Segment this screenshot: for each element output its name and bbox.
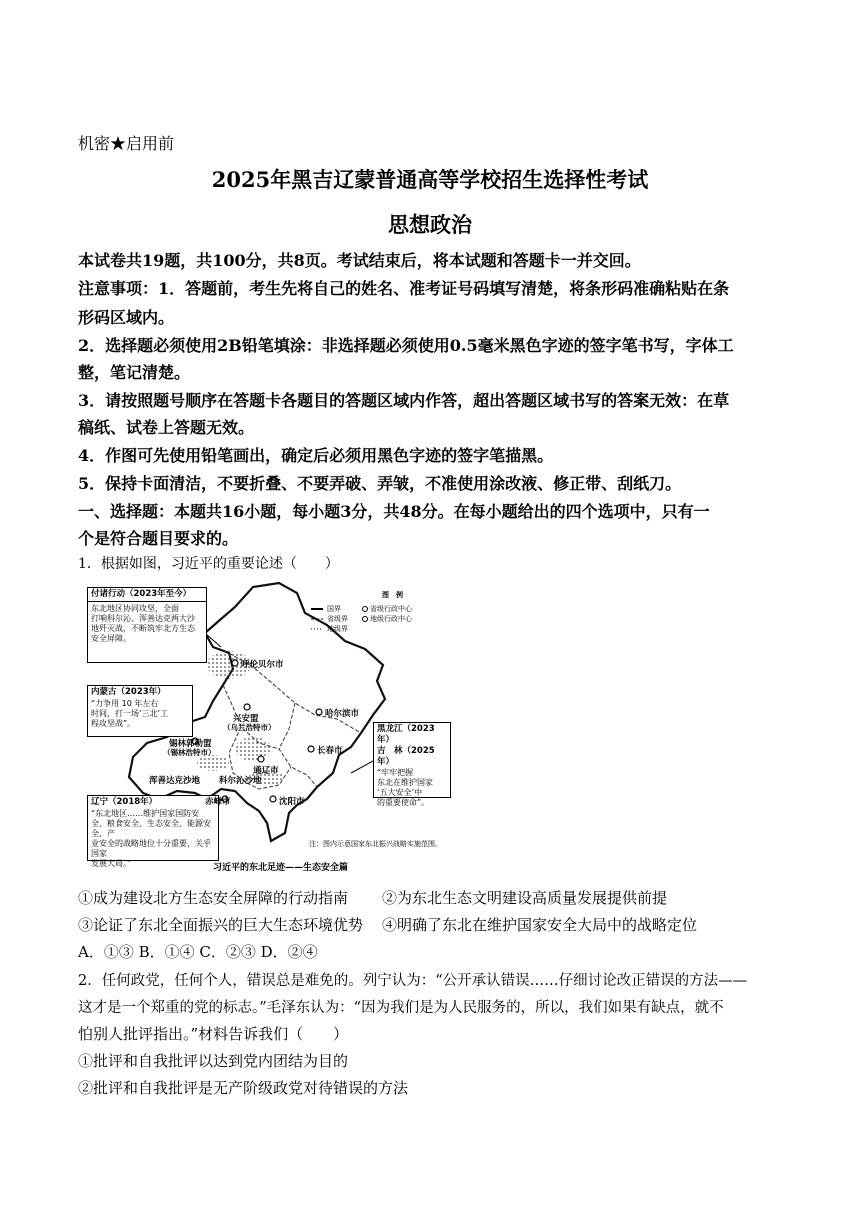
city-marker (244, 704, 250, 710)
legend-province-center (363, 607, 368, 612)
q1-option-3: ③论证了东北全面振兴的巨大生态环境优势 (78, 916, 364, 934)
legend-label: 国界 (327, 605, 341, 613)
city-label: 赤峰市 (205, 797, 231, 807)
callout-line: 发展大局。” (91, 859, 132, 868)
notice-2a: 2．选择题必须使用2B铅笔填涂：非选择题必须使用0.5毫米黑色字迹的签字笔书写，字体工 (78, 336, 734, 355)
legend-label: 省级界 (327, 615, 348, 623)
callout-line: 程攻坚战”。 (91, 719, 136, 728)
connector-line (351, 761, 373, 773)
callout-title: 黑龙江（2023年） (377, 724, 435, 745)
sand-label: 浑善达克沙地 (149, 776, 201, 786)
intro-line: 本试卷共19题，共100分，共8页。考试结束后，将本试题和答题卡一并交回。 (78, 251, 641, 270)
callout-liaoning (87, 795, 219, 868)
callout-line: 业安全的战略地位十分重要，关乎国家 (91, 839, 211, 858)
legend-label: 地级界 (327, 625, 348, 633)
city-label: 长春市 (317, 746, 343, 756)
city-marker (270, 796, 276, 802)
city-label: 呼伦贝尔市 (241, 660, 284, 670)
question-1-stem: 1．根据如图，习近平的重要论述（ ） (78, 556, 339, 572)
section-heading-1: 一、选择题：本题共16小题，每小题3分，共48分。在每小题给出的四个选项中，只有一 (78, 502, 710, 521)
callout-action (87, 587, 207, 663)
callout-title: 内蒙古（2023年） (91, 687, 166, 697)
q1-option-1: ①成为建设北方生态安全屏障的行动指南 (78, 889, 349, 907)
city-label: （锡林浩特市） (163, 748, 216, 757)
q1-option-4: ④明确了东北在维护国家安全大局中的战略定位 (382, 916, 698, 934)
q1-option-2: ②为东北生态文明建设高质量发展提供前提 (382, 889, 668, 907)
sand-area (235, 737, 271, 761)
callout-line: “牢牢把握 (377, 768, 414, 777)
callout-heilongjiang-jilin (373, 722, 451, 807)
city-label: 哈尔滨市 (325, 709, 360, 719)
callout-title: 辽宁（2018年） (91, 797, 158, 807)
legend-label: 地级行政中心 (370, 615, 412, 623)
city-label: 兴安盟 (233, 714, 259, 724)
callout-title-2: 吉 林（2025年） (377, 746, 435, 767)
q2-stem-2: 这才是一个郑重的党的标志。”毛泽东认为：“因为我们是为人民服务的，所以，我们如果有缺点，就不 (78, 1000, 724, 1016)
notice-5: 5．保持卡面清洁，不要折叠、不要弄破、弄皱，不准使用涂改液、修正带、刮纸刀。 (78, 474, 682, 493)
q2-option-2: ②批评和自我批评是无产阶级政党对待错误的方法 (78, 1079, 409, 1097)
callout-title: 付诸行动（2023年至今） (88, 588, 206, 602)
callout-line: 东北地区协同攻坚，全面 (91, 604, 179, 613)
callout-line: 的重要使命”。 (377, 798, 430, 807)
legend-label: 省级行政中心 (370, 605, 412, 613)
callout-line: 时间，打一场‘三北’工 (91, 709, 169, 718)
subject-title: 思想政治 (388, 212, 472, 237)
notice-3a: 3．请按照题号顺序在答题卡各题目的答题区域内作答，超出答题区域书写的答案无效：在草 (78, 391, 730, 410)
callout-line: “力争用 10 年左右 (91, 699, 159, 708)
callout-line: 安全屏障。 (91, 634, 131, 643)
confidential-label: 机密★启用前 (78, 134, 175, 153)
map-figure (83, 577, 458, 875)
callout-line: 东北在维护国家 (377, 778, 433, 787)
map-caption: 习近平的东北足迹——生态安全篇 (213, 863, 349, 873)
city-label: （乌兰浩特市） (223, 723, 276, 732)
section-heading-2: 个是符合题目要求的。 (78, 529, 239, 548)
city-label: 通辽市 (253, 766, 279, 776)
notice-1a: 注意事项：1．答题前，考生先将自己的姓名、准考证号码填写清楚，将条形码准确粘贴在条 (78, 279, 730, 298)
sand-label: 科尔沁沙地 (219, 776, 262, 786)
city-marker (308, 746, 314, 752)
q2-option-1: ①批评和自我批评以达到党内团结为目的 (78, 1052, 349, 1070)
callout-line: ‘五大安全’中 (377, 788, 423, 797)
legend-prefecture-center (363, 617, 368, 622)
q2-stem-3: 怕别人批评指出。”材料告诉我们（ ） (78, 1025, 349, 1043)
city-label: 锡林郭勒盟 (169, 739, 212, 749)
notice-1b: 形码区域内。 (78, 308, 175, 327)
callout-line: 打响科尔沁、浑善达克两大沙 (91, 614, 195, 623)
q2-stem-1: 2．任何政党，任何个人，错误总是难免的。列宁认为：“公开承认错误……仔细讨论改正错误的方法—— (78, 973, 748, 989)
notice-2b: 整，笔记清楚。 (78, 363, 191, 382)
q1-choices: A．①③ B．①④ C．②③ D．②④ (78, 943, 318, 961)
map-note: 注：图内示意国家东北振兴战略实施范围。 (309, 840, 442, 848)
notice-3b: 稿纸、试卷上答题无效。 (78, 418, 255, 437)
callout-line: 全、粮食安全、生态安全、能源安全、产 (91, 819, 211, 838)
callout-line: “东北地区……维护国家国防安 (91, 809, 200, 818)
city-marker (232, 660, 238, 666)
city-marker (258, 756, 264, 762)
legend-title: 图 例 (382, 591, 403, 599)
city-label: 沈阳市 (279, 797, 305, 807)
callout-neimenggu (87, 685, 193, 737)
exam-title: 2025年黑吉辽蒙普通高等学校招生选择性考试 (211, 167, 649, 192)
city-marker (316, 709, 322, 715)
notice-4: 4．作图可先使用铅笔画出，确定后必须用黑色字迹的签字笔描黑。 (78, 446, 554, 465)
callout-line: 地歼灭战，不断筑牢北方生态 (91, 624, 195, 633)
